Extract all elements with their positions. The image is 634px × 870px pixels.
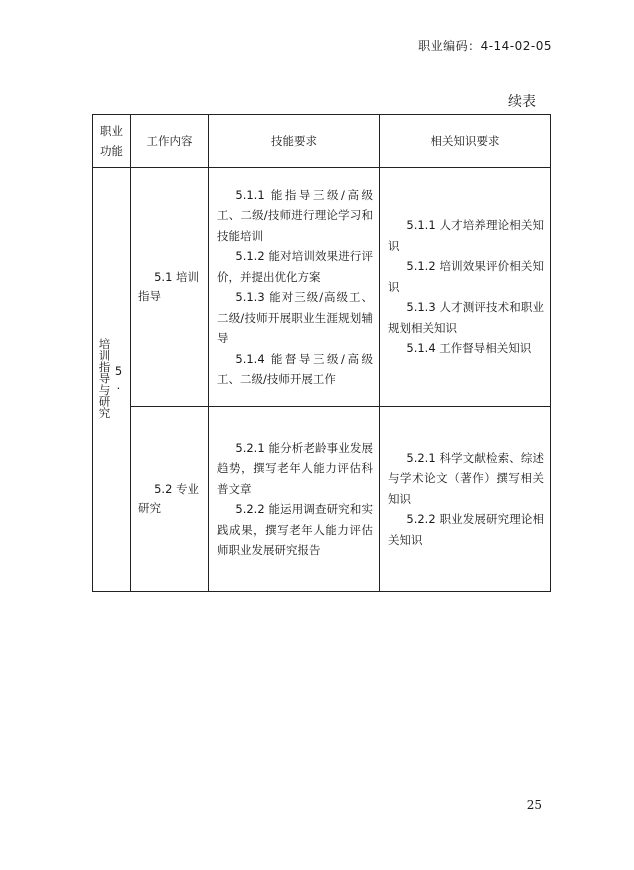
skill-item: 5.2.2 能运用调查研究和实践成果，撰写老年人能力评估师职业发展研究报告 [217,502,373,557]
header-skills: 技能要求 [209,115,380,168]
knowledge-cell [380,168,551,407]
continued-label: 续表 [508,94,536,110]
skills-cell [209,168,380,407]
content-cell [131,407,209,592]
table-header-row [93,115,551,168]
table-row [93,407,551,592]
header-content: 工作内容 [131,115,209,168]
skill-item: 5.1.1 能指导三级/高级工、二级/技师进行理论学习和技能培训 [217,187,373,243]
table-row [93,168,551,407]
skill-item: 5.1.3 能对三级/高级工、二级/技师开展职业生涯规划辅导 [217,290,373,345]
knowledge-item: 5.1.1 人才培养理论相关知识 [388,218,544,253]
knowledge-item: 5.2.1 科学文献检索、综述与学术论文（著作）撰写相关知识 [388,450,544,506]
knowledge-item: 5.1.3 人才测评技术和职业规划相关知识 [388,300,544,335]
skill-item: 5.1.2 能对培训效果进行评价，并提出优化方案 [217,249,373,284]
content-cell [131,168,209,407]
header-function: 职业 功能 [93,115,131,168]
content-label: 5.1 培训指导 [138,270,200,303]
knowledge-item: 5.1.2 培训效果评价相关知识 [388,259,544,294]
occupation-code: 职业编码：4-14-02-05 [418,39,552,53]
function-cell [93,168,131,592]
function-label: 5. 培训指导与研究 [97,337,126,419]
content-label: 5.2 专业研究 [138,482,200,515]
knowledge-item: 5.2.2 职业发展研究理论相关知识 [388,512,544,547]
knowledge-cell [380,407,551,592]
knowledge-item: 5.1.4 工作督导相关知识 [406,341,532,356]
page-number: 25 [526,798,542,812]
requirements-table [92,114,551,592]
skill-item: 5.1.4 能督导三级/高级工、二级/技师开展工作 [217,351,373,386]
header-knowledge: 相关知识要求 [380,115,551,168]
skills-cell [209,407,380,592]
skill-item: 5.2.1 能分析老龄事业发展趋势，撰写老年人能力评估科普文章 [217,440,373,496]
